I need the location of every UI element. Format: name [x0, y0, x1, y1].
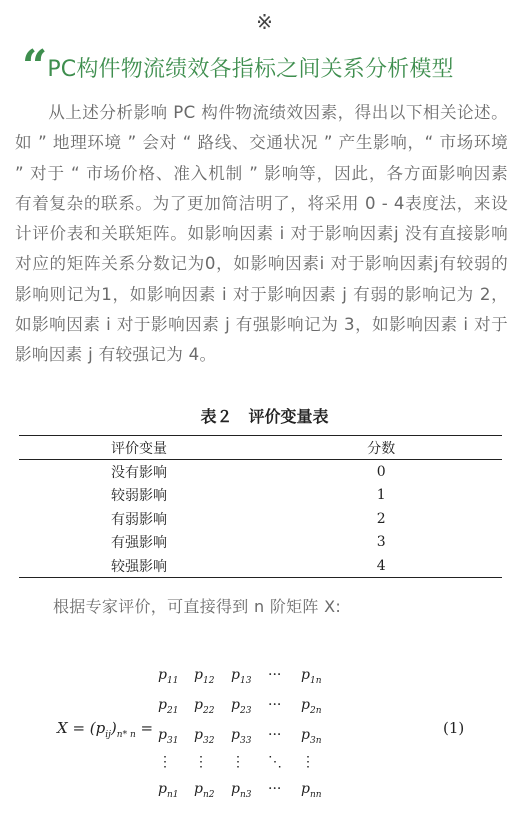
section-title: PC构件物流绩效各指标之间关系分析模型: [47, 56, 454, 82]
matrix-intro-text: 根据专家评价，可直接得到 n 阶矩阵 X:: [53, 597, 342, 616]
table-row: [19, 460, 502, 484]
quote-mark-icon: “: [22, 41, 42, 92]
table-cell-score: 4: [376, 557, 386, 574]
table-header-score: 分数: [261, 436, 503, 460]
equation-lhs: [57, 719, 153, 740]
matrix-entry: $p_{33}$: [231, 727, 252, 746]
equation-number: (1): [443, 719, 465, 737]
matrix-entry: $p_{31}$: [158, 727, 179, 746]
matrix-entry: ⋮: [301, 754, 315, 770]
matrix-entry: $p_{23}$: [231, 697, 252, 716]
table-cell-score: 1: [376, 487, 386, 504]
matrix-entry: $p_{12}$: [194, 667, 215, 686]
matrix-entry: $p_{nn}$: [301, 781, 322, 800]
matrix-entry: $p_{21}$: [158, 697, 179, 716]
matrix-entry: $p_{3n}$: [301, 727, 322, 746]
table-cell-label: 没有影响: [111, 465, 167, 482]
matrix-entry: $p_{2n}$: [301, 697, 322, 716]
table-header-variable: 评价变量: [19, 436, 261, 460]
matrix-entry: ···: [268, 697, 282, 713]
matrix-entry: ⋮: [194, 754, 208, 770]
table-cell-label: 有强影响: [111, 535, 167, 552]
matrix-equation: [0, 655, 529, 815]
evaluation-table: [19, 435, 502, 578]
ornament-symbol: ※: [256, 10, 273, 34]
table-title: 表２ 评价变量表: [200, 407, 329, 426]
table-cell-score: 0: [376, 464, 386, 481]
table-cell-label: 有弱影响: [111, 511, 167, 528]
table-header-row: [19, 436, 502, 460]
matrix-entry: $p_{32}$: [194, 727, 215, 746]
equation-lhs-close: ): [110, 719, 117, 737]
equation-lhs-dim: n* n: [116, 730, 136, 740]
table-row: [19, 507, 502, 530]
table-row: [19, 554, 502, 578]
table-row: [19, 484, 502, 507]
equation-equals: =: [140, 719, 154, 737]
matrix-entry: ···: [268, 727, 282, 743]
matrix-entry: $p_{n2}$: [194, 781, 215, 800]
table-row: [19, 531, 502, 554]
table-cell-score: 2: [376, 510, 386, 527]
matrix-entry: ⋱: [268, 754, 282, 770]
equation-lhs-var: X = (p: [57, 719, 106, 737]
matrix-entry: $p_{n3}$: [231, 781, 252, 800]
matrix-entry: ···: [268, 667, 282, 683]
body-paragraph: 从上述分析影响 PC 构件物流绩效因素，得出以下相关论述。如 ” 地理环境 ” 会对 “ 路线、交通状况 ” 产生影响，“ 市场环境 ” 对于 “ 市场价格、准入机制 ” 影响等，因此，各方面影响因素有着复杂的联系。为了更加简洁明了，将采用 0 - 4表度法，来设计评价表和关联矩阵。如影响因素 i 对于影响因素j 没有直接影响对应的矩阵关系分数记为0，如影响因素i 对于影响因素j有较弱的影响则记为1，如影响因素 i 对于影响因素 j 有弱的影响记为 2，如影响因素 i 对于影响因素 j 有强影响记为 3，如影响因素 i 对于影响因素 j 有较强记为 4。: [15, 103, 508, 365]
equation-lhs-sub: ij: [105, 730, 111, 740]
matrix-entry: $p_{1n}$: [301, 667, 322, 686]
matrix-entry: $p_{11}$: [158, 667, 179, 686]
matrix-entry: ⋮: [158, 754, 172, 770]
table-cell-label: 较强影响: [111, 558, 167, 575]
section-heading: [22, 41, 522, 92]
table-cell-label: 较弱影响: [111, 488, 167, 505]
matrix-entry: $p_{22}$: [194, 697, 215, 716]
matrix-entry: ⋮: [231, 754, 245, 770]
table-cell-score: 3: [376, 534, 386, 551]
matrix-entry: $p_{13}$: [231, 667, 252, 686]
matrix-entry: $p_{n1}$: [158, 781, 179, 800]
matrix-entry: ···: [268, 781, 282, 797]
